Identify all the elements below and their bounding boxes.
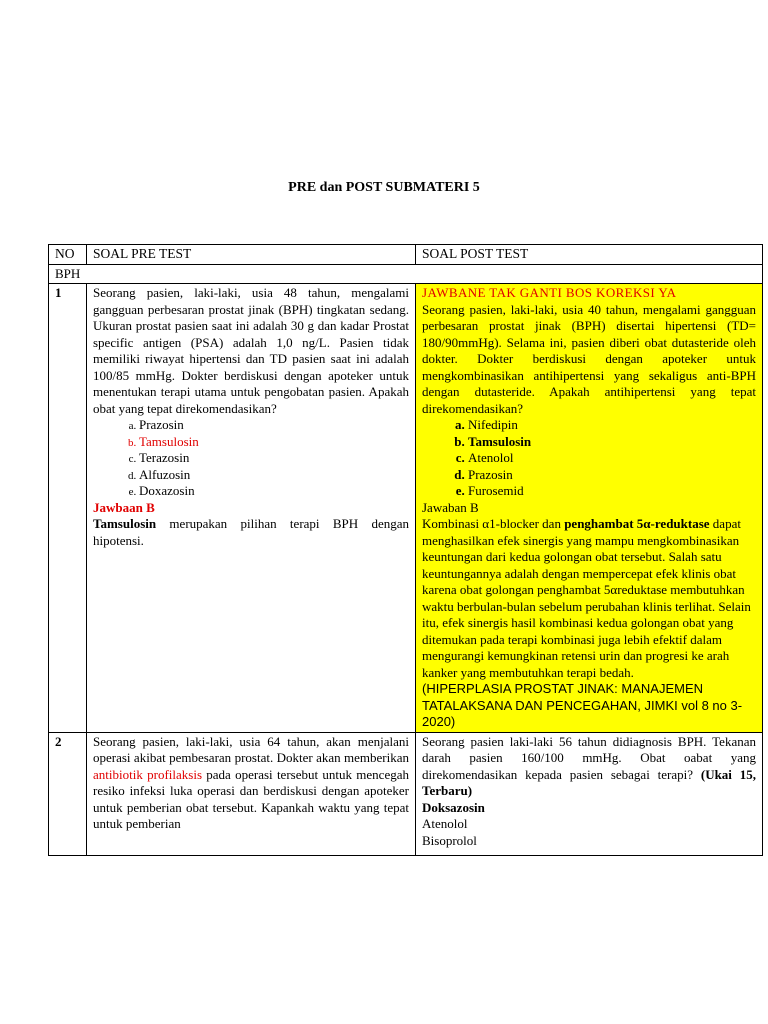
post-options-list	[422, 417, 756, 500]
post-test-cell	[416, 732, 763, 855]
header-post-test: SOAL POST TEST	[416, 245, 763, 265]
post-question-text	[422, 734, 756, 800]
section-row	[49, 264, 763, 284]
header-no: NO	[49, 245, 87, 265]
pre-test-cell	[87, 732, 416, 855]
post-explanation-text-1: Kombinasi α1-blocker dan	[422, 516, 565, 531]
post-question-part: Seorang pasien laki-laki 56 tahun didiagnosis BPH. Tekanan darah pasien 160/100 mmHg. Obat oabat yang direkomendasikan kepada pasien sebagai terapi?	[422, 733, 756, 782]
option-item-bold: Doksazosin	[422, 799, 485, 815]
pre-explanation	[93, 516, 409, 549]
pre-question-text: Seorang pasien, laki-laki, usia 48 tahun, mengalami gangguan perbesaran prostat jinak (BPH) tingkatan sedang. Ukuran prostat pasien saat ini adalah 30 g dan kadar Prostat specific antigen (PSA) adalah 1,0 ng/L. Pasien tidak memiliki riwayat hipertensi dan TD pasien saat ini adalah 100/85 mmHg. Dokter berdiskusi dengan apoteker untuk menentukan terapi utama untuk pengobatan pasien. Apakah obat yang tepat direkomendasikan?	[93, 285, 409, 416]
row-number: 2	[49, 732, 87, 855]
pre-question-highlight: antibiotik profilaksis	[93, 766, 202, 782]
post-note: JAWBANE TAK GANTI BOS KOREKSI YA	[422, 285, 677, 300]
header-pre-test: SOAL PRE TEST	[87, 245, 416, 265]
option-item-highlighted: b. Tamsulosin	[139, 434, 409, 451]
pre-options-list	[93, 417, 409, 500]
pre-question-part-2: pada operasi tersebut untuk mencegah resiko infeksi luka operasi dan berdiskusi dengan apoteker untuk pemberian obat tersebut. Kapankah waktu yang tepat untuk pemberian	[93, 766, 409, 831]
post-explanation-text-2: dapat menghasilkan efek sinergis yang mampu mengkombinasikan keuntungan dari kedua golongan obat tersebut. Salah satu keuntungannya adalah dengan mempercepat efek klinis obat karena obat golongan penghambat 5αreduktase membutuhkan waktu berbulan-bulan sebelum perubahan klinis terlihat. Selain itu, efek sinergis hasil kombinasi kedua golongan obat yang ditemukan pada terapi kombinasi juga lebih efektif dalam mengurangi kemungkinan retensi urin dan progresi ke arah kanker yang membutuhkan terapi bedah.	[422, 516, 751, 680]
pre-explanation-bold: Tamsulosin	[93, 516, 157, 531]
post-answer: Jawaban B	[422, 499, 479, 515]
option-item: Bisoprolol	[422, 832, 477, 848]
option-item: c. Terazosin	[139, 450, 409, 467]
pre-question-text	[93, 734, 409, 854]
post-explanation-bold: penghambat 5α-reduktase	[564, 516, 710, 531]
option-item: d. Prazosin	[468, 467, 756, 484]
option-item: e. Doxazosin	[139, 483, 409, 500]
row-number: 1	[49, 284, 87, 733]
page-title: PRE dan POST SUBMATERI 5	[288, 180, 480, 195]
option-item: Atenolol	[422, 816, 468, 831]
option-item: a. Prazosin	[139, 417, 409, 434]
post-explanation	[422, 516, 756, 681]
pre-question-part-1: Seorang pasien, laki-laki, usia 64 tahun, akan menjalani operasi akibat pembesaran prostat. Dokter akan memberikan	[93, 733, 409, 765]
pre-explanation-text: merupakan pilihan terapi BPH dengan hipotensi.	[93, 516, 409, 548]
post-question-block	[422, 734, 756, 854]
pre-answer: Jawbaan B	[93, 499, 155, 515]
option-item: c. Atenolol	[468, 450, 756, 467]
header-row	[49, 245, 763, 265]
option-item: e. Furosemid	[468, 483, 756, 500]
table-row	[49, 284, 763, 733]
table-row	[49, 732, 763, 855]
option-item: a. Nifedipin	[468, 417, 756, 434]
post-test-cell	[416, 284, 763, 733]
question-table	[48, 244, 763, 856]
post-reference: (HIPERPLASIA PROSTAT JINAK: MANAJEMEN TATALAKSANA DAN PENCEGAHAN, JIMKI vol 8 no 3- 2020)	[422, 681, 743, 729]
post-question-text: Seorang pasien, laki-laki, usia 40 tahun, mengalami gangguan perbesaran prostat jinak (BPH) disertai hipertensi (TD= 180/90mmHg). Selama ini, pasien diberi obat dutasteride oleh dokter. Dokter berdiskusi dengan apoteker untuk mengkombinasikan antihipertensi yang sekaligus anti-BPH dengan dutasteride. Apakah antihipertensi yang tepat direkomendasikan?	[422, 301, 756, 416]
post-question-source: (Ukai 15, Terbaru)	[422, 766, 756, 798]
section-label: BPH	[49, 264, 763, 284]
option-item: d. Alfuzosin	[139, 467, 409, 484]
option-item-bold: b. Tamsulosin	[468, 434, 756, 451]
pre-test-cell	[87, 284, 416, 733]
